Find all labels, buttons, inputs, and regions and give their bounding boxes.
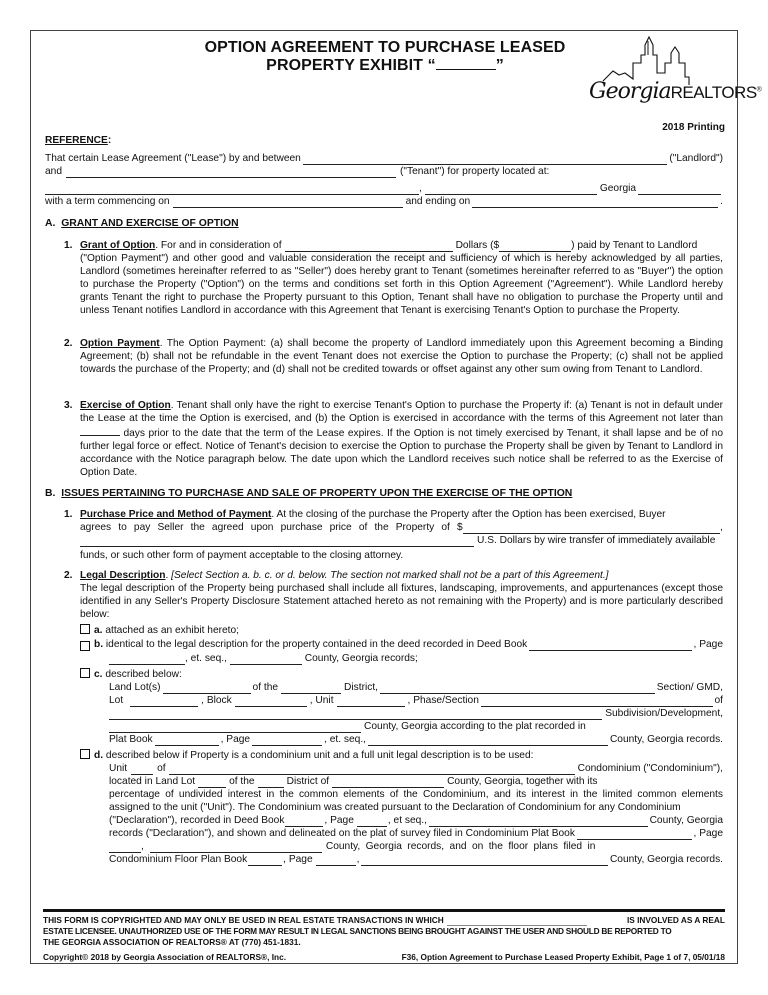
title-line-2: PROPERTY EXHIBIT “ ” [266,57,504,74]
option-c-line-3: Subdivision/Development, [109,707,723,720]
reference-line-2: and ("Tenant") for property located at: [45,166,550,177]
exercise-days-field[interactable] [80,425,120,436]
legal-option-b: b. identical to the legal description for the property contained in the deed recorded in Deed Book , Page [80,638,723,651]
condo-plat-county-field[interactable] [150,842,322,853]
option-c-checkbox[interactable] [80,668,90,678]
condo-district-field[interactable] [258,777,284,788]
footer-notice-line-3: THE GEORGIA ASSOCIATION OF REALTORS® AT (770) 451-1831. [43,937,301,947]
option-d-body: percentage of undivided interest in the common elements of the Condominium, and its interest in the limited common elements assigned to the unit ("Unit"). The Condominium was created pursuant to the Declaration of Condominium for any Condominium [109,789,723,814]
option-d-checkbox[interactable] [80,749,90,759]
condo-plat-page-field[interactable] [109,842,141,853]
option-d-line-1: Unit of Condominium ("Condominium"), [109,763,723,774]
section-a-item-1: 1. Grant of Option . For and in consideration of Dollars ($ ) paid by Tenant to Landlord ("Option Payment") and other good and valuable consideration the receipt and sufficiency of which is hereby acknowledged by all parties, Landlord (sometimes hereinafter referred to as "Seller") does hereby grant to Tenant (sometimes hereinafter referred to as "Buyer") the option to purchase the Property ("Option") on the terms and conditions set forth in this Option Agreement ("Agreement"). While Landlord hereby grants Tenant the right to purchase the Property pursuant to this Option, Tenant shall have no obligation to purchase the Property until and unless Tenant notifies Landlord in accordance with this Agreement that Tenant is exercising Tenant's Option to purchase the Property. [64,240,723,317]
block-field[interactable] [235,696,307,707]
reference-line-4: with a term commencing on and ending on . [45,196,723,207]
land-lot-field[interactable] [163,683,251,694]
section-a-item-3: 3. Exercise of Option. Tenant shall only have the right to exercise Tenant's Option to purchase the Property if: (a) Tenant is not in default under the Lease at the time the Option is exercised, and (b) the Option is exercised in accordance with the terms of this Agreement not later than days prior to the date that the term of the Lease expires. If the Option is not timely exercised by Tenant, it shall lapse and be of no further legal force or effect. Notice of Tenant's decision to exercise the Option to purchase the Property shall be given by Tenant to Landlord in accordance with the Notice paragraph below. The date upon which the Landlord receives such notice shall be referred to as the Exercise of Option Date. [64,400,723,479]
floor-plan-county-field[interactable] [361,855,607,866]
declaration-county-field[interactable] [429,816,648,827]
subdivision-field[interactable] [109,709,602,720]
declaration-page-field[interactable] [357,816,387,827]
district-field[interactable] [281,683,341,694]
purchase-price-number-field[interactable] [463,523,720,534]
option-c-line-1: Land Lot(s) of the District, Section/ GMD, [109,682,723,693]
commencing-date-field[interactable] [173,197,403,208]
city-field[interactable] [425,184,597,195]
lot-field[interactable] [130,696,198,707]
property-address-field[interactable] [45,184,419,195]
section-a-item-2: 2. Option Payment. The Option Payment: (a) shall become the property of Landlord immediately upon this Agreement becoming a Binding Agreement; (b) shall not be refundable in the event Tenant does not exercise the Option to purchase the Property; (c) shall not be applied towards the purchase of the Property; and (d) shall not be credited towards or offset against any other sum owing from Tenant to Landlord. [64,338,723,376]
deed-county-field[interactable] [230,654,302,665]
legal-option-d: d. described below if Property is a condominium unit and a full unit legal description is to be used: [80,749,723,762]
exhibit-letter-field[interactable] [436,57,496,70]
legal-option-a: a. attached as an exhibit hereto; [80,624,723,637]
purchase-price-words-field[interactable] [80,536,474,547]
condo-name-field[interactable] [169,764,575,775]
floor-plan-page-field[interactable] [316,855,356,866]
option-amount-number-field[interactable] [499,241,571,252]
logo-caps: REALTORS [670,83,757,102]
floor-plan-book-field[interactable] [248,855,282,866]
phase-section-field[interactable] [481,696,713,707]
footer-divider [43,909,725,912]
option-amount-words-field[interactable] [285,241,453,252]
reference-heading: REFERENCE: [45,135,112,146]
document-page [30,30,762,964]
legal-option-b-line-2: , et. seq., County, Georgia records; [109,652,723,665]
plat-county-field[interactable] [109,722,361,733]
deed-page-field[interactable] [109,654,185,665]
condo-unit-field[interactable] [131,764,153,775]
section-b-item-2: 2. Legal Description. [Select Section a. b. c. or d. below. The section not marked shall not be a part of this Agreement.] The legal description of the Property being purchased shall include all fixtures, landscaping, improvements, and appurtenances (except those identified in any Seller's Property Disclosure Statement attached hereto as not remaining with the Property) and is more particularly described below: [64,570,723,621]
landlord-field[interactable] [303,154,667,165]
section-b-heading: B. ISSUES PERTAINING TO PURCHASE AND SALE OF PROPERTY UPON THE EXERCISE OF THE OPTION [45,488,573,499]
deed-book-field[interactable] [529,640,691,651]
option-c-line-4: County, Georgia according to the plat recorded in [109,720,723,733]
option-d-line-7: , County, Georgia records, and on the floor plans filed in [109,840,723,853]
georgia-realtors-logo: GeorgiaREALTORS® [585,33,735,123]
declaration-deed-book-field[interactable] [285,816,323,827]
legal-option-c: c. described below: [80,668,723,681]
option-c-line-5: Plat Book , Page , et. seq., County, Georgia records. [109,734,723,745]
option-d-line-8: Condominium Floor Plan Book , Page , County, Georgia records. [109,854,723,865]
logo-script: Georgia [589,79,671,104]
unit-field[interactable] [337,696,405,707]
ending-date-field[interactable] [472,197,718,208]
tenant-field[interactable] [66,167,396,178]
title-line-1: OPTION AGREEMENT TO PURCHASE LEASED [204,39,566,56]
section-b-item-1: 1. Purchase Price and Method of Payment. At the closing of the purchase the Property after the Option has been exercised, Buyer agrees to pay Seller the agreed upon purchase price of the Property of $ , U.S. Dollars by wire transfer of immediately available funds, or such other form of payment acceptable to the closing attorney. [64,509,723,562]
section-gmd-field[interactable] [380,683,655,694]
footer-copyright-row [43,952,725,962]
reference-line-1: That certain Lease Agreement ("Lease") by and between ("Landlord") [45,153,723,164]
plat-book-field[interactable] [155,735,219,746]
printing-label: 2018 Printing [662,122,725,133]
option-d-line-6: records ("Declaration"), and shown and delineated on the plat of survey filed in Condominium Plat Book , Page [109,828,723,839]
footer-notice-line-2: ESTATE LICENSEE. UNAUTHORIZED USE OF THE FORM MAY RESULT IN LEGAL SANCTIONS BEING BROUGHT AGAINST THE USER AND SHOULD BE REPORTED TO [43,926,672,936]
brokerage-field[interactable] [447,917,587,926]
option-c-line-2: Lot , Block , Unit , Phase/Section of [109,695,723,706]
condo-land-lot-field[interactable] [198,777,226,788]
section-a-heading: A. GRANT AND EXERCISE OF OPTION [45,218,239,229]
footer-notice-line-1: THIS FORM IS COPYRIGHTED AND MAY ONLY BE USED IN REAL ESTATE TRANSACTIONS IN WHICH IS INVOLVED AS A REAL [43,915,725,925]
form-id-text: F36, Option Agreement to Purchase Leased Property Exhibit, Page 1 of 7, 05/01/18 [401,952,725,962]
condo-plat-book-field[interactable] [577,829,692,840]
option-d-line-5: ("Declaration"), recorded in Deed Book , Page , et seq., County, Georgia [109,815,723,826]
reference-line-3: , Georgia [45,182,723,195]
plat-county-records-field[interactable] [368,735,608,746]
option-b-checkbox[interactable] [80,641,90,651]
option-d-line-2: located in Land Lot of the District of County, Georgia, together with its [109,776,598,787]
skyline-icon [585,33,735,123]
condo-district-county-field[interactable] [332,777,444,788]
zip-field[interactable] [638,184,721,195]
option-a-checkbox[interactable] [80,624,90,634]
plat-page-field[interactable] [252,735,322,746]
copyright-text: Copyright© 2018 by Georgia Association of REALTORS®, Inc. [43,952,287,962]
